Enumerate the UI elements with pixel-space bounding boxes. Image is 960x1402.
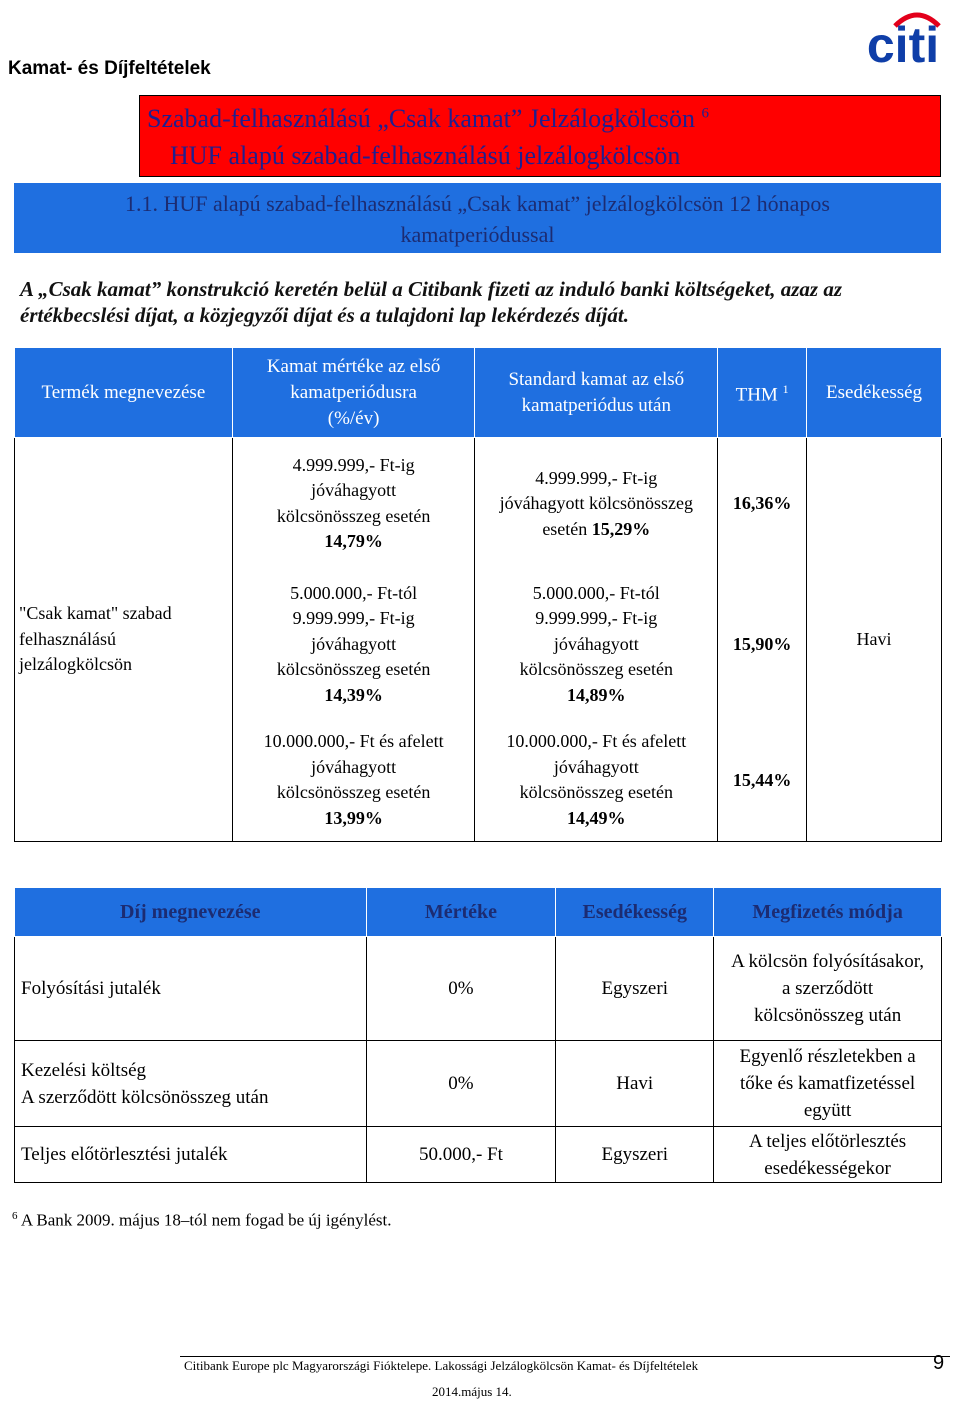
header-due: Esedékesség — [807, 348, 942, 438]
product-title-line1: Szabad-felhasználású „Csak kamat” Jelzálogkölcsön $^6$ — [147, 104, 709, 133]
due-cell: Havi — [807, 438, 942, 842]
logo-text: citi — [866, 17, 940, 68]
table-row — [15, 1041, 942, 1127]
fee-amount-cell: 0% — [366, 1041, 556, 1127]
fee-due-cell: Havi — [556, 1041, 714, 1127]
section-heading-box — [14, 183, 941, 253]
section-heading-line1: 1.1. HUF alapú szabad-felhasználású „Csak kamat” jelzálogkölcsön 12 hónapos — [124, 191, 830, 216]
fee-payment-cell: Egyenlő részletekben a tőke és kamatfizetéssel együtt — [714, 1041, 942, 1127]
standard-rate-cell: 10.000.000,- Ft és afelett jóváhagyott kölcsönösszeg esetén 14,49% — [475, 720, 718, 842]
interest-rate-table — [14, 347, 942, 842]
product-name-cell: "Csak kamat" szabad felhasználású jelzálogkölcsön — [15, 438, 233, 842]
section-heading-line2: kamatperiódussal — [400, 222, 555, 247]
standard-rate-cell: 4.999.999,- Ft-ig jóváhagyott kölcsönösszeg esetén 15,29% — [475, 438, 718, 570]
footer-text: Citibank Europe plc Magyarországi Fióktelepe. Lakossági Jelzálogkölcsön Kamat- és Díjfeltételek — [184, 1358, 699, 1373]
fee-name-cell: Folyósítási jutalék — [15, 937, 367, 1041]
fee-amount-cell: 0% — [366, 937, 556, 1041]
first-rate-cell: 5.000.000,- Ft-tól 9.999.999,- Ft-ig jóváhagyott kölcsönösszeg esetén 14,39% — [232, 570, 475, 720]
footer-date: 2014.május 14. — [432, 1384, 512, 1399]
table-row — [15, 438, 942, 570]
header-payment: Megfizetés módja — [714, 888, 942, 937]
page-number: 9 — [933, 1352, 945, 1374]
thm-cell: 15,44% — [718, 720, 807, 842]
footnote-ref: 6 — [701, 105, 709, 122]
fee-name-cell: Teljes előtörlesztési jutalék — [15, 1127, 367, 1183]
fee-payment-cell: A kölcsön folyósításakor, a szerződött kölcsönösszeg után — [714, 937, 942, 1041]
header-thm: THM $^1$ — [718, 348, 807, 438]
header-product: Termék megnevezése — [15, 348, 233, 438]
table-row — [15, 1127, 942, 1183]
product-title-box — [139, 95, 941, 177]
fee-payment-cell: A teljes előtörlesztés esedékességekor — [714, 1127, 942, 1183]
header-first-rate: Kamat mértéke az első kamatperiódusra (%/év) — [232, 348, 475, 438]
fee-table-header — [15, 888, 942, 937]
header-due: Esedékesség — [556, 888, 714, 937]
first-rate-cell: 10.000.000,- Ft és afelett jóváhagyott kölcsönösszeg esetén 13,99% — [232, 720, 475, 842]
fee-amount-cell: 50.000,- Ft — [366, 1127, 556, 1183]
header-amount: Mértéke — [366, 888, 556, 937]
footnote: $^6$ A Bank 2009. május 18–tól nem fogad be új igénylést. — [12, 1210, 392, 1230]
fee-table — [14, 887, 942, 1183]
first-rate-cell: 4.999.999,- Ft-ig jóváhagyott kölcsönösszeg esetén 14,79% — [232, 438, 475, 570]
header-standard-rate: Standard kamat az első kamatperiódus után — [475, 348, 718, 438]
fee-due-cell: Egyszeri — [556, 1127, 714, 1183]
document-title: Kamat- és Díjfeltételek — [8, 58, 211, 79]
citi-logo — [855, 4, 951, 68]
fee-name-cell: Kezelési költség A szerződött kölcsönösszeg után — [15, 1041, 367, 1127]
standard-rate-cell: 5.000.000,- Ft-tól 9.999.999,- Ft-ig jóváhagyott kölcsönösszeg esetén 14,89% — [475, 570, 718, 720]
header-fee-name: Díj megnevezése — [15, 888, 367, 937]
intro-paragraph: A „Csak kamat” konstrukció keretén belül a Citibank fizeti az induló banki költségeket, azaz az értékbecslési díjat, a közjegyzői díjat és a tulajdoni lap lekérdezés díját. — [20, 277, 843, 327]
fee-due-cell: Egyszeri — [556, 937, 714, 1041]
product-title-line2: HUF alapú szabad-felhasználású jelzálogkölcsön — [170, 141, 681, 170]
footer-divider — [180, 1356, 950, 1357]
thm-cell: 15,90% — [718, 570, 807, 720]
table-row — [15, 937, 942, 1041]
rate-table-header — [15, 348, 942, 438]
thm-cell: 16,36% — [718, 438, 807, 570]
